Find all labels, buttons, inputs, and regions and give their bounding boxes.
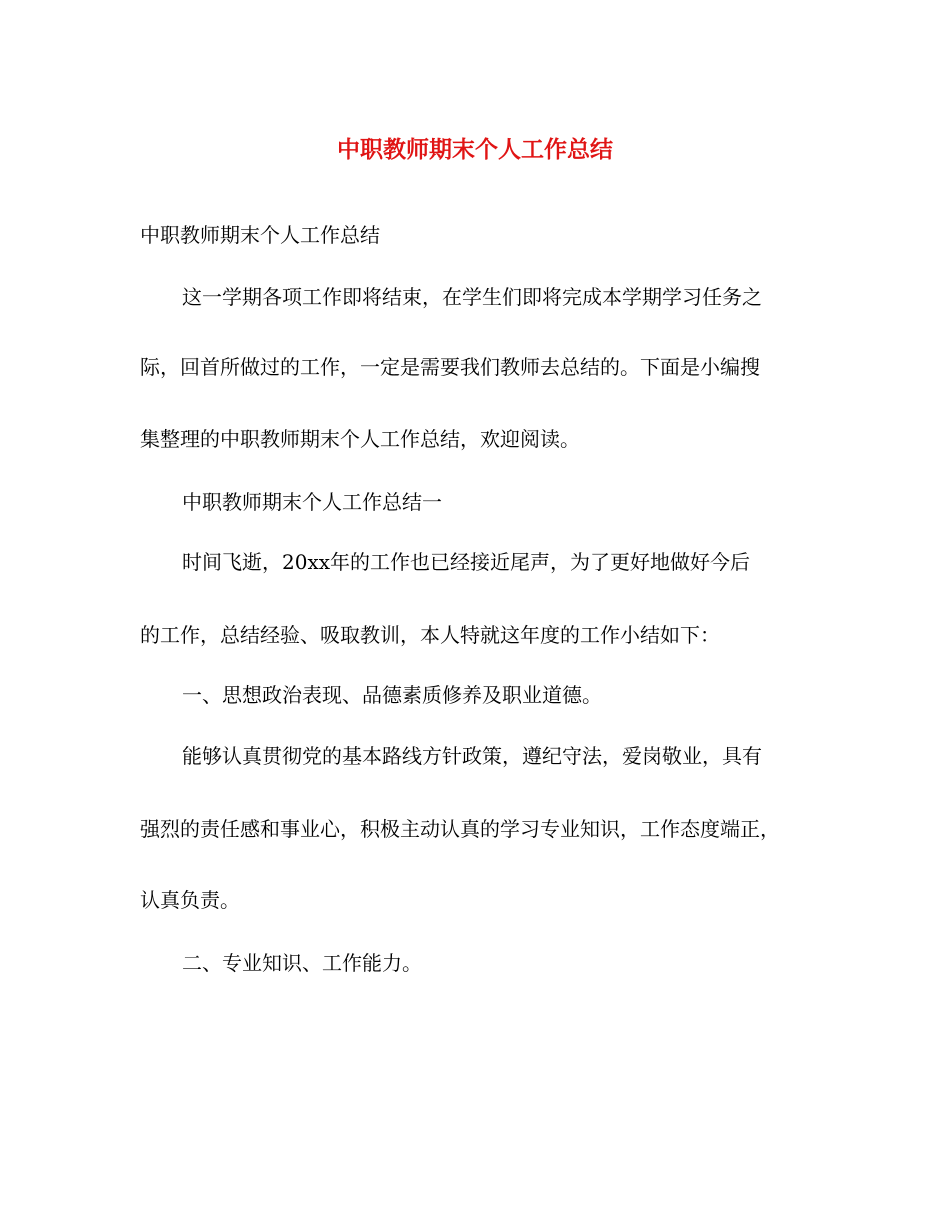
- paragraph-line: 集整理的中职教师期末个人工作总结，欢迎阅读。: [140, 427, 580, 451]
- subtitle-line: 中职教师期末个人工作总结: [140, 223, 380, 247]
- section-heading: 一、思想政治表现、品德素质修养及职业道德。: [182, 683, 602, 707]
- section-heading: 中职教师期末个人工作总结一: [182, 490, 442, 514]
- paragraph-line: 的工作，总结经验、吸取教训，本人特就这年度的工作小结如下：: [140, 623, 720, 647]
- paragraph-line: 这一学期各项工作即将结束，在学生们即将完成本学期学习任务之: [182, 285, 762, 309]
- paragraph-line: 强烈的责任感和事业心，积极主动认真的学习专业知识，工作态度端正，: [140, 817, 780, 841]
- paragraph-line: 能够认真贯彻党的基本路线方针政策，遵纪守法，爱岗敬业，具有: [182, 744, 762, 768]
- document-title: 中职教师期末个人工作总结: [337, 136, 613, 163]
- section-heading: 二、专业知识、工作能力。: [182, 951, 422, 975]
- paragraph-line: 际，回首所做过的工作，一定是需要我们教师去总结的。下面是小编搜: [140, 355, 760, 379]
- paragraph-line: 认真负责。: [140, 888, 240, 912]
- paragraph-line: 时间飞逝，20xx年的工作也已经接近尾声，为了更好地做好今后: [182, 550, 751, 574]
